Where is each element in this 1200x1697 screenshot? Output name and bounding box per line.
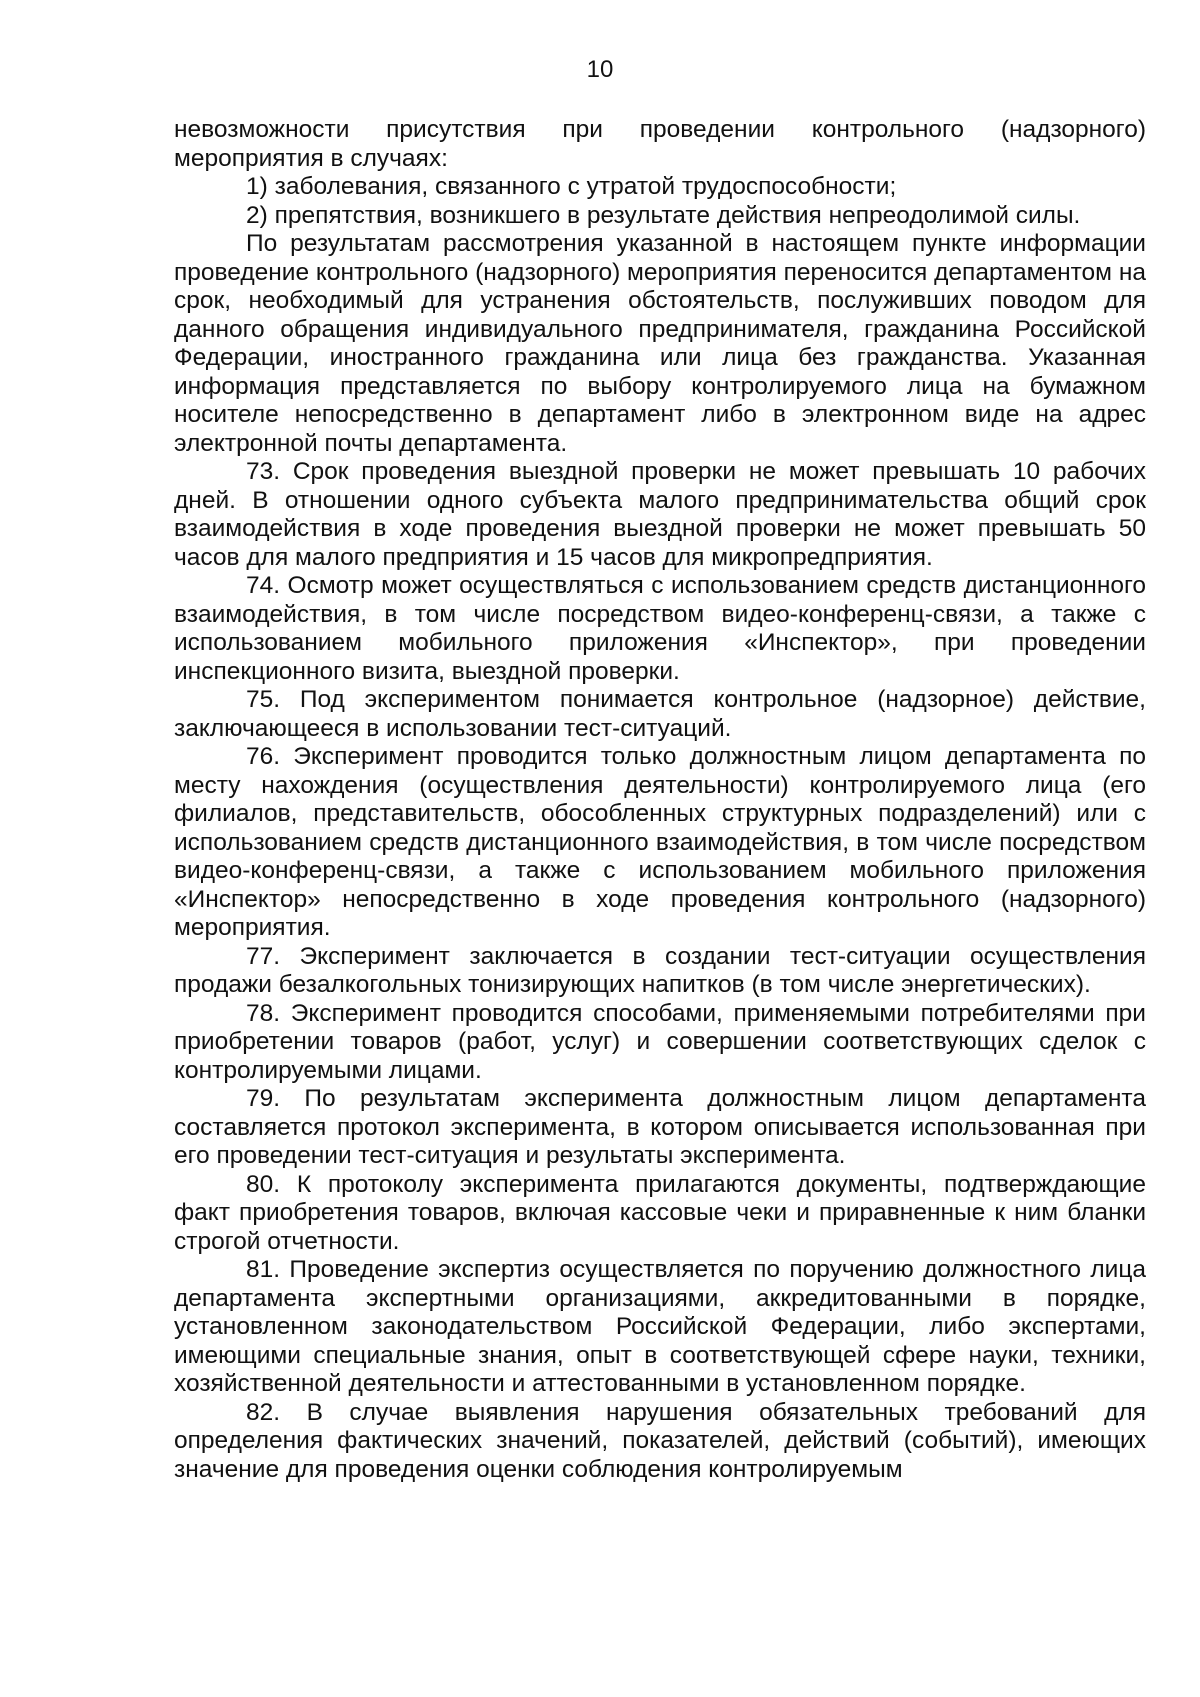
paragraph-79: 79. По результатам эксперимента должностным лицом департамента составляется протокол эксперимента, в котором описывается использованная при его проведении тест-ситуация и результаты эксперимента. — [174, 1085, 1146, 1169]
paragraph-75: 75. Под экспериментом понимается контрольное (надзорное) действие, заключающееся в использовании тест-ситуаций. — [174, 686, 1146, 742]
list-item-2: 2) препятствия, возникшего в результате действия непреодолимой силы. — [246, 201, 1081, 229]
page-number: 10 — [586, 56, 614, 83]
paragraph-continuation: невозможности присутствия при проведении контрольного (надзорного) мероприятия в случаях: — [174, 116, 1146, 172]
paragraph-76: 76. Эксперимент проводится только должностным лицом департамента по месту нахождения (осуществления деятельности) контролируемого лица (его филиалов, представительств, обособленных структурных подразделений) или с использованием средств дистанционного взаимодействия, в том числе посредством видео-конференц-связи, а также с использованием мобильного приложения «Инспектор» непосредственно в ходе проведения контрольного (надзорного) мероприятия. — [174, 743, 1146, 941]
list-item-1: 1) заболевания, связанного с утратой трудоспособности; — [246, 173, 897, 200]
paragraph-73: 73. Срок проведения выездной проверки не может превышать 10 рабочих дней. В отношении одного субъекта малого предпринимательства общий срок взаимодействия в ходе проведения выездной проверки не может превышать 50 часов для малого предприятия и 15 часов для микропредприятия. — [174, 458, 1146, 571]
document-body — [174, 116, 1146, 1484]
paragraph-results: По результатам рассмотрения указанной в настоящем пункте информации проведение контрольного (надзорного) мероприятия переносится департаментом на срок, необходимый для устранения обстоятельств, послуживших поводом для данного обращения индивидуального предпринимателя, гражданина Российской Федерации, иностранного гражданина или лица без гражданства. Указанная информация представляется по выбору контролируемого лица на бумажном носителе непосредственно в департамент либо в электронном виде на адрес электронной почты департамента. — [174, 230, 1146, 457]
paragraph-74: 74. Осмотр может осуществляться с использованием средств дистанционного взаимодействия, в том числе посредством видео-конференц-связи, а также с использованием мобильного приложения «Инспектор», при проведении инспекционного визита, выездной проверки. — [174, 572, 1146, 685]
paragraph-80: 80. К протоколу эксперимента прилагаются документы, подтверждающие факт приобретения товаров, включая кассовые чеки и приравненные к ним бланки строгой отчетности. — [174, 1170, 1146, 1255]
paragraph-78: 78. Эксперимент проводится способами, применяемыми потребителями при приобретении товаров (работ, услуг) и совершении соответствующих сделок с контролируемыми лицами. — [174, 999, 1146, 1084]
paragraph-81: 81. Проведение экспертиз осуществляется по поручению должностного лица департамента экспертными организациями, аккредитованными в порядке, установленном законодательством Российской Федерации, либо экспертами, имеющими специальные знания, опыт в соответствующей сфере науки, техники, хозяйственной деятельности и аттестованными в установленном порядке. — [174, 1256, 1146, 1397]
paragraph-77: 77. Эксперимент заключается в создании тест-ситуации осуществления продажи безалкогольных тонизирующих напитков (в том числе энергетических). — [174, 942, 1146, 998]
paragraph-82: 82. В случае выявления нарушения обязательных требований для определения фактических значений, показателей, действий (событий), имеющих значение для проведения оценки соблюдения контролируемым — [174, 1398, 1146, 1483]
